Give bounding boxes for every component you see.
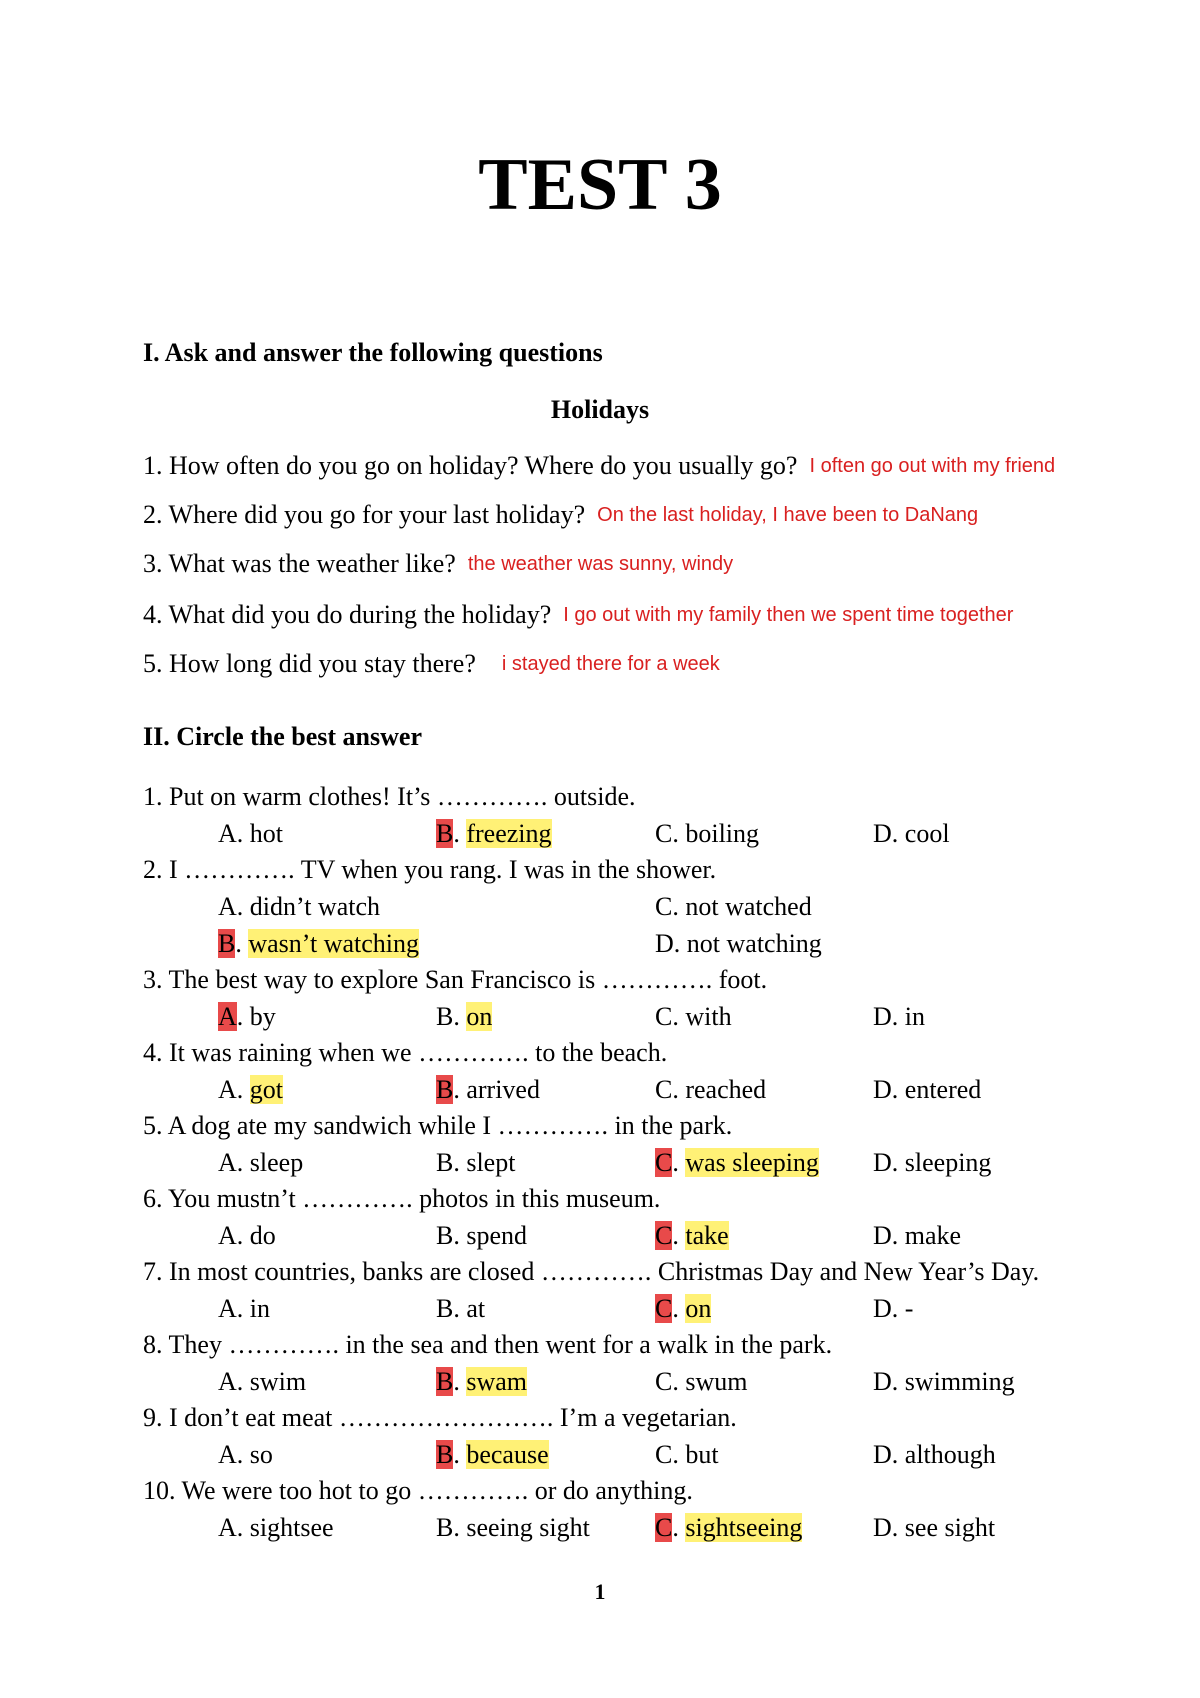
correct-highlight: on [685, 1294, 712, 1323]
mcq-1-option-b[interactable]: B. freezing [436, 819, 552, 848]
mcq-question-2: 2. I …………. TV when you rang. I was in the shower. [143, 855, 717, 884]
page-title: TEST 3 [478, 144, 722, 226]
mcq-5-option-c[interactable]: C. was sleeping [655, 1148, 819, 1177]
mcq-8-option-c[interactable]: C. swum [655, 1367, 748, 1396]
correct-highlight: was sleeping [685, 1148, 819, 1177]
question-text: 5. How long did you stay there? [143, 649, 476, 678]
answer-text: the weather was sunny, windy [467, 553, 734, 575]
correct-highlight: got [249, 1075, 284, 1104]
mcq-10-option-b[interactable]: B. seeing sight [436, 1513, 590, 1542]
mcq-1-option-c[interactable]: C. boiling [655, 819, 760, 848]
mcq-2-option-b[interactable]: B. wasn’t watching [218, 929, 419, 958]
mcq-question-6: 6. You mustn’t …………. photos in this museum. [143, 1184, 661, 1213]
mcq-6-option-b[interactable]: B. spend [436, 1221, 528, 1250]
mcq-4-option-d[interactable]: D. entered [873, 1075, 982, 1104]
mcq-8-option-b[interactable]: B. swam [436, 1367, 528, 1396]
section-2-heading: II. Circle the best answer [143, 722, 422, 751]
correct-highlight: because [466, 1440, 549, 1469]
selected-mark: C [655, 1294, 673, 1323]
mcq-question-3: 3. The best way to explore San Francisco is …………. foot. [143, 965, 768, 994]
mcq-9-option-c[interactable]: C. but [655, 1440, 719, 1469]
question-3 [143, 547, 733, 581]
question-4 [143, 598, 1013, 632]
mcq-7-option-c[interactable]: C. on [655, 1294, 712, 1323]
mcq-1-option-d[interactable]: D. cool [873, 819, 950, 848]
question-text: 3. What was the weather like? [143, 549, 456, 578]
correct-highlight: swam [466, 1367, 528, 1396]
correct-highlight: on [466, 1002, 493, 1031]
answer-text: On the last holiday, I have been to DaNang [597, 504, 979, 526]
page-number: 1 [594, 1579, 606, 1604]
mcq-question-10: 10. We were too hot to go …………. or do anything. [143, 1476, 693, 1505]
mcq-3-option-d[interactable]: D. in [873, 1002, 926, 1031]
correct-highlight: sightseeing [685, 1513, 803, 1542]
selected-mark: B [436, 1075, 454, 1104]
mcq-5-option-d[interactable]: D. sleeping [873, 1148, 992, 1177]
mcq-3-option-c[interactable]: C. with [655, 1002, 732, 1031]
selected-mark: C [655, 1148, 673, 1177]
answer-text: I often go out with my friend [809, 455, 1056, 477]
mcq-question-7: 7. In most countries, banks are closed …………. Christmas Day and New Year’s Day. [143, 1257, 1040, 1286]
mcq-6-option-c[interactable]: C. take [655, 1221, 729, 1250]
question-1 [143, 449, 1055, 483]
question-text: 4. What did you do during the holiday? [143, 600, 552, 629]
mcq-9-option-b[interactable]: B. because [436, 1440, 549, 1469]
selected-mark: C [655, 1513, 673, 1542]
mcq-question-9: 9. I don’t eat meat ……………………. I’m a vegetarian. [143, 1403, 737, 1432]
mcq-7-option-d[interactable]: D. - [873, 1294, 914, 1323]
selected-mark: A [218, 1002, 237, 1031]
mcq-question-4: 4. It was raining when we …………. to the beach. [143, 1038, 668, 1067]
answer-text: i stayed there for a week [501, 653, 720, 675]
mcq-2-option-d[interactable]: D. not watching [655, 929, 822, 958]
mcq-3-option-b[interactable]: B. on [436, 1002, 493, 1031]
mcq-6-option-a[interactable]: A. do [218, 1221, 276, 1250]
mcq-3-option-a[interactable]: A. by [218, 1002, 276, 1031]
mcq-5-option-a[interactable]: A. sleep [218, 1148, 304, 1177]
mcq-question-5: 5. A dog ate my sandwich while I …………. in the park. [143, 1111, 733, 1140]
selected-mark: B [436, 1440, 454, 1469]
correct-highlight: freezing [466, 819, 552, 848]
correct-highlight: wasn’t watching [248, 929, 419, 958]
selected-mark: C [655, 1221, 673, 1250]
mcq-1-option-a[interactable]: A. hot [218, 819, 284, 848]
correct-highlight: take [685, 1221, 729, 1250]
mcq-9-option-d[interactable]: D. although [873, 1440, 996, 1469]
mcq-2-option-c[interactable]: C. not watched [655, 892, 812, 921]
mcq-7-option-a[interactable]: A. in [218, 1294, 271, 1323]
question-text: 2. Where did you go for your last holiday? [143, 500, 586, 529]
mcq-4-option-a[interactable]: A. got [218, 1075, 284, 1104]
selected-mark: B [436, 819, 454, 848]
question-2 [143, 498, 978, 532]
question-5 [143, 647, 720, 681]
mcq-8-option-d[interactable]: D. swimming [873, 1367, 1015, 1396]
answer-text: I go out with my family then we spent time together [563, 604, 1014, 626]
topic-heading: Holidays [550, 395, 650, 424]
mcq-5-option-b[interactable]: B. slept [436, 1148, 516, 1177]
mcq-4-option-b[interactable]: B. arrived [436, 1075, 540, 1104]
mcq-10-option-c[interactable]: C. sightseeing [655, 1513, 803, 1542]
mcq-8-option-a[interactable]: A. swim [218, 1367, 307, 1396]
selected-mark: B [436, 1367, 454, 1396]
mcq-question-1: 1. Put on warm clothes! It’s …………. outside. [143, 782, 636, 811]
mcq-question-8: 8. They …………. in the sea and then went for a walk in the park. [143, 1330, 833, 1359]
mcq-7-option-b[interactable]: B. at [436, 1294, 486, 1323]
mcq-10-option-a[interactable]: A. sightsee [218, 1513, 334, 1542]
question-text: 1. How often do you go on holiday? Where do you usually go? [143, 451, 798, 480]
mcq-10-option-d[interactable]: D. see sight [873, 1513, 996, 1542]
mcq-9-option-a[interactable]: A. so [218, 1440, 273, 1469]
mcq-2-option-a[interactable]: A. didn’t watch [218, 892, 380, 921]
mcq-4-option-c[interactable]: C. reached [655, 1075, 767, 1104]
selected-mark: B [218, 929, 236, 958]
mcq-6-option-d[interactable]: D. make [873, 1221, 962, 1250]
section-1-heading: I. Ask and answer the following questions [143, 338, 603, 367]
